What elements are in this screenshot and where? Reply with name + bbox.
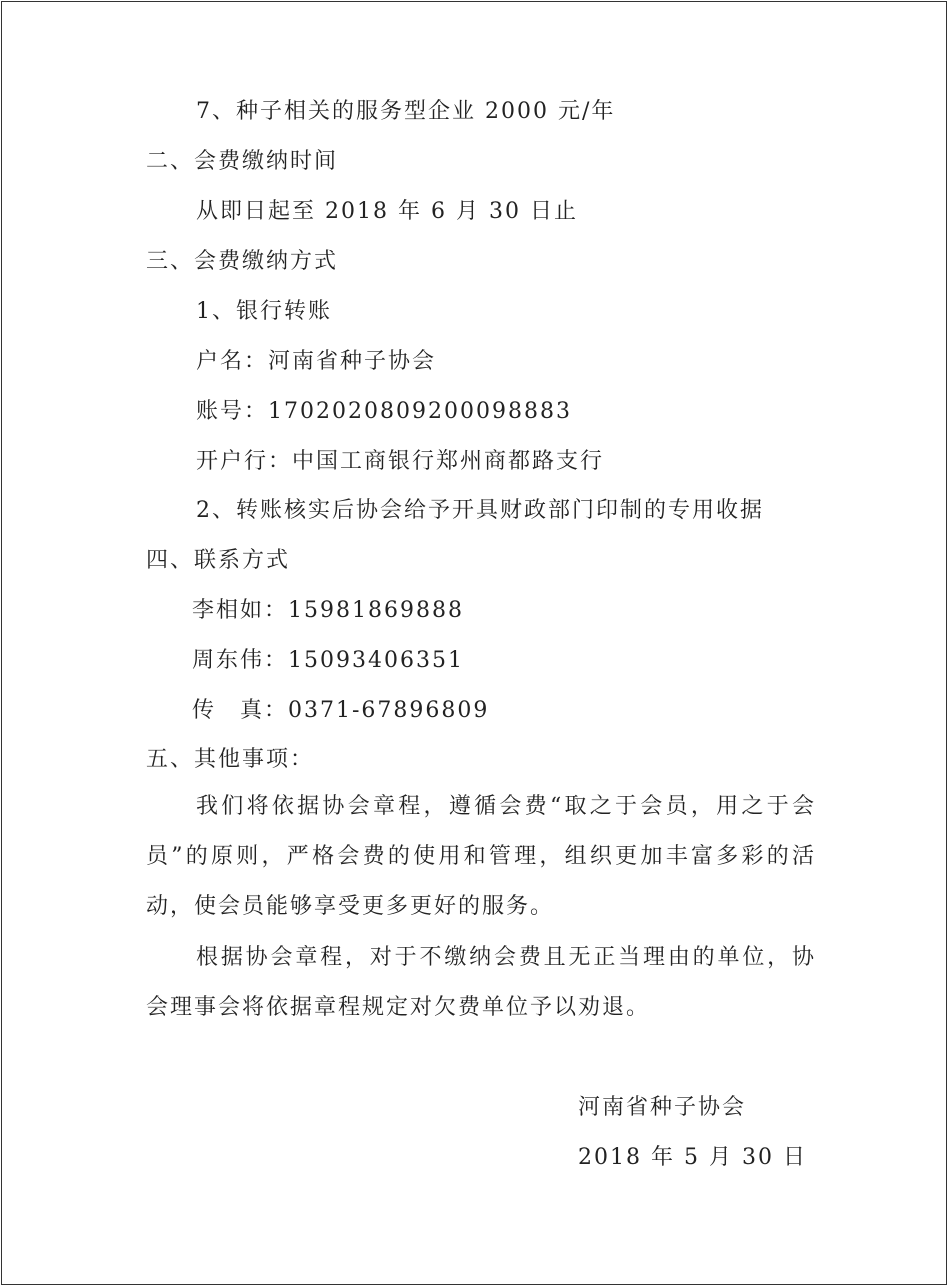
receipt-item: 2、转账核实后协会给予开具财政部门印制的专用收据 [196,498,764,523]
page-border [1,1,947,1285]
contact-li: 李相如：15981869888 [192,598,464,623]
bank-branch: 开户行：中国工商银行郑州商都路支行 [196,449,605,474]
fee-item-7: 7、种子相关的服务型企业 2000 元/年 [196,99,616,124]
account-name: 户名：河南省种子协会 [196,349,437,374]
bank-transfer-item: 1、银行转账 [196,299,332,324]
section-2-heading: 二、会费缴纳时间 [146,149,339,174]
payment-deadline: 从即日起至 2018 年 6 月 30 日止 [196,199,578,224]
contact-fax: 传 真：0371-67896809 [192,698,490,723]
account-number: 账号：1702020809200098883 [196,399,572,424]
paragraph-dismissal: 根据协会章程，对于不缴纳会费且无正当理由的单位，协会理事会将依据章程规定对欠费单位予以劝退。 [146,945,816,1020]
paragraph-principles: 我们将依据协会章程，遵循会费“取之于会员，用之于会员”的原则，严格会费的使用和管理，组织更加丰富多彩的活动，使会员能够享受更多更好的服务。 [146,794,816,919]
section-5-heading: 五、其他事项： [146,747,315,772]
section-4-heading: 四、联系方式 [146,548,291,573]
signature-org: 河南省种子协会 [578,1095,747,1120]
contact-zhou: 周东伟：15093406351 [192,648,464,673]
section-3-heading: 三、会费缴纳方式 [146,249,339,274]
signature-date: 2018 年 5 月 30 日 [578,1145,807,1170]
